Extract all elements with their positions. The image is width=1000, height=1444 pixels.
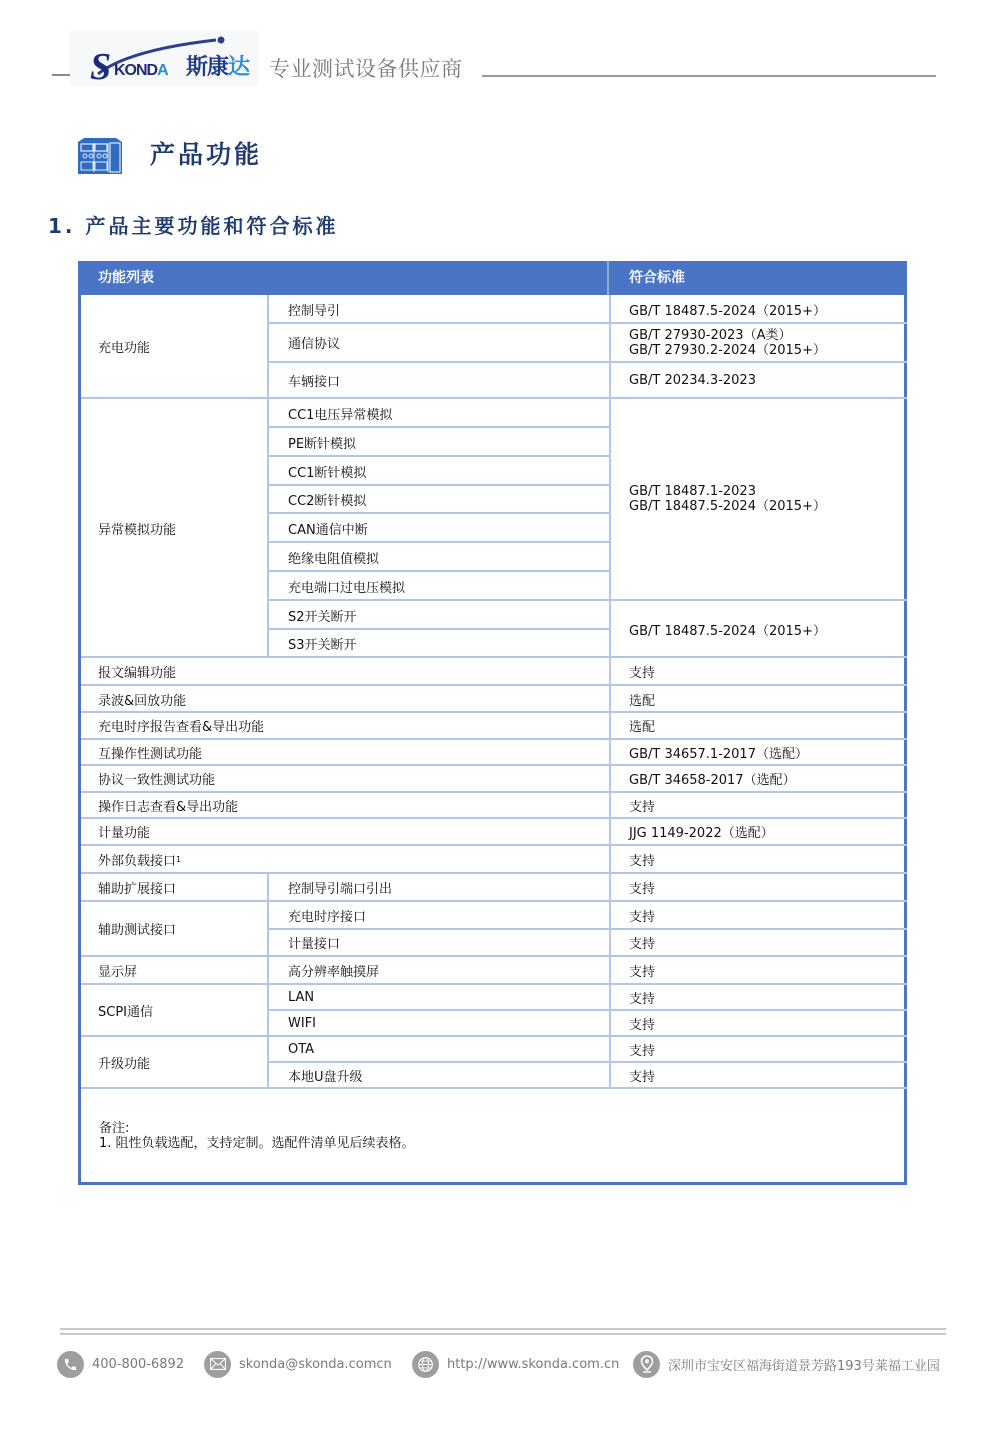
logo-cn-accent: 达 [228,55,250,80]
footer-rule-bottom [60,1333,946,1335]
standard-value: 选配 [629,693,656,709]
grid-line [609,874,611,1088]
standard-value: 支持 [629,1069,656,1085]
standard-line: GB/T 27930-2023（A类） [629,327,792,343]
standard-value: 支持 [629,800,656,815]
globe-icon [412,1351,439,1378]
grid-line [81,684,907,686]
group-label: 辅助扩展接口 [98,881,177,897]
feature-name-text: 外部负载接口 [98,853,177,869]
standard-value: 支持 [629,991,656,1007]
sub-item: 控制导引 [288,303,341,319]
sub-item: 计量接口 [288,937,341,952]
grid-line [267,928,907,930]
standard-value: 支持 [629,665,656,681]
group-label: 异常模拟功能 [98,522,177,538]
logo-wordmark [114,63,168,79]
standard-value: 支持 [629,1017,656,1033]
grid-line [81,844,907,846]
group-label: 充电功能 [98,341,151,356]
sub-item: 充电端口过电压模拟 [288,580,406,596]
section-title: 产品功能 [150,140,263,169]
header-standard: 符合标准 [629,270,685,286]
standard-value: 选配 [629,720,656,735]
sub-item: 控制导引端口引出 [288,881,393,897]
standard-value: 支持 [629,1043,656,1059]
group-label: 显示屏 [98,964,138,980]
sub-item: LAN [288,989,315,1005]
footer-website [412,1350,619,1378]
equipment-cabinet-icon [74,137,126,175]
feature-name: 互操作性测试功能 [98,747,203,762]
table-notes [99,1121,415,1151]
sub-item: OTA [288,1041,315,1057]
grid-line [267,512,609,514]
standard-value: 支持 [629,964,656,980]
grid-line [81,872,907,874]
grid-line [81,955,907,957]
company-slogan: 专业测试设备供应商 [269,57,463,81]
grid-line [267,322,907,324]
feature-name: 协议一致性测试功能 [98,773,216,788]
grid-line [267,1009,907,1011]
standard-value: JJG 1149-2022（选配） [629,826,774,841]
grid-line [267,455,609,457]
sub-item: 车辆接口 [288,374,341,390]
grid-line [81,397,907,399]
group-label: 升级功能 [98,1056,151,1072]
sub-item: 绝缘电阻值模拟 [288,551,380,567]
sub-item: 通信协议 [288,337,341,352]
sub-item: 充电时序接口 [288,909,367,925]
standard-line: GB/T 27930.2-2024（2015+） [629,342,826,358]
logo-chinese-name [186,57,249,79]
subsection-title: 1. 产品主要功能和符合标准 [48,214,339,238]
standard-value: GB/T 18487.5-2024（2015+） [629,303,826,319]
location-pin-icon [633,1351,660,1378]
function-standards-table [78,261,907,1185]
company-address: 深圳市宝安区福海街道景芳路193号莱福工业园 [668,1358,940,1374]
phone-icon [57,1351,84,1378]
grid-line [81,900,907,902]
standard-line: GB/T 18487.1-2023 [629,484,756,499]
standard-value: 支持 [629,909,656,925]
envelope-icon [204,1351,231,1378]
standard-value-multi [629,323,826,362]
sub-item: S2开关断开 [288,609,357,625]
sub-item: WIFI [288,1015,316,1031]
grid-line [267,541,609,543]
group-label: SCPI通信 [98,1004,154,1020]
footnote-marker: 1 [176,854,182,864]
standard-value: 支持 [629,853,656,869]
sub-item: 本地U盘升级 [288,1069,363,1085]
standard-value: GB/T 20234.3-2023 [629,372,756,388]
grid-line [81,1087,907,1089]
header-rule-right [482,75,936,77]
footer-rule-top [60,1328,946,1330]
email-address[interactable]: skonda@skonda.comcn [239,1356,392,1372]
header-divider [607,261,609,295]
grid-line [267,295,269,398]
grid-line [81,656,907,658]
footer-address [633,1350,940,1378]
header-function-list: 功能列表 [98,270,154,286]
logo-cn-main: 斯康 [186,55,229,80]
feature-name: 录波&回放功能 [98,693,187,709]
phone-number: 400-800-6892 [92,1356,185,1372]
grid-line [267,426,609,428]
group-label: 辅助测试接口 [98,923,177,938]
sub-item: 高分辨率触摸屏 [288,964,380,980]
logo-wordmark-accent: A [157,62,168,79]
standard-value-multi [629,479,826,519]
footer-phone [57,1350,184,1378]
feature-name: 操作日志查看&导出功能 [98,800,239,815]
sub-item: CC1电压异常模拟 [288,407,393,423]
feature-name: 计量功能 [98,826,151,841]
grid-line [81,983,907,985]
sub-item: S3开关断开 [288,637,357,653]
grid-line [267,361,907,363]
grid-line [609,295,611,657]
sub-item: CC1断针模拟 [288,465,367,481]
table-header-row [78,261,907,295]
standard-value: 支持 [629,881,656,897]
sub-item: PE断针模拟 [288,436,357,452]
standard-value: GB/T 34658-2017（选配） [629,773,796,788]
grid-line [267,874,269,1088]
footer-email [204,1350,392,1378]
logo-wordmark-main: KOND [114,62,158,79]
feature-name: 报文编辑功能 [98,665,177,681]
standard-value: 支持 [629,937,656,952]
grid-line [267,570,609,572]
website-url[interactable]: http://www.skonda.com.cn [447,1356,620,1372]
standard-value: GB/T 34657.1-2017（选配） [629,747,808,762]
feature-name [98,846,181,872]
grid-line [267,628,609,630]
notes-label: 备注: [99,1121,130,1136]
notes-line-1: 1. 阻性负载选配，支持定制。选配件清单见后续表格。 [99,1136,415,1151]
skonda-logo [70,30,258,86]
grid-line [267,484,609,486]
grid-line [267,399,269,657]
sub-item: CC2断针模拟 [288,493,367,509]
standard-value: GB/T 18487.5-2024（2015+） [629,623,826,639]
feature-name: 充电时序报告查看&导出功能 [98,720,265,735]
grid-line [81,1035,907,1037]
grid-line [267,1061,907,1063]
standard-line: GB/T 18487.5-2024（2015+） [629,499,826,514]
grid-line [81,817,907,819]
logo-letter-s: S [90,46,112,88]
sub-item: CAN通信中断 [288,522,368,538]
